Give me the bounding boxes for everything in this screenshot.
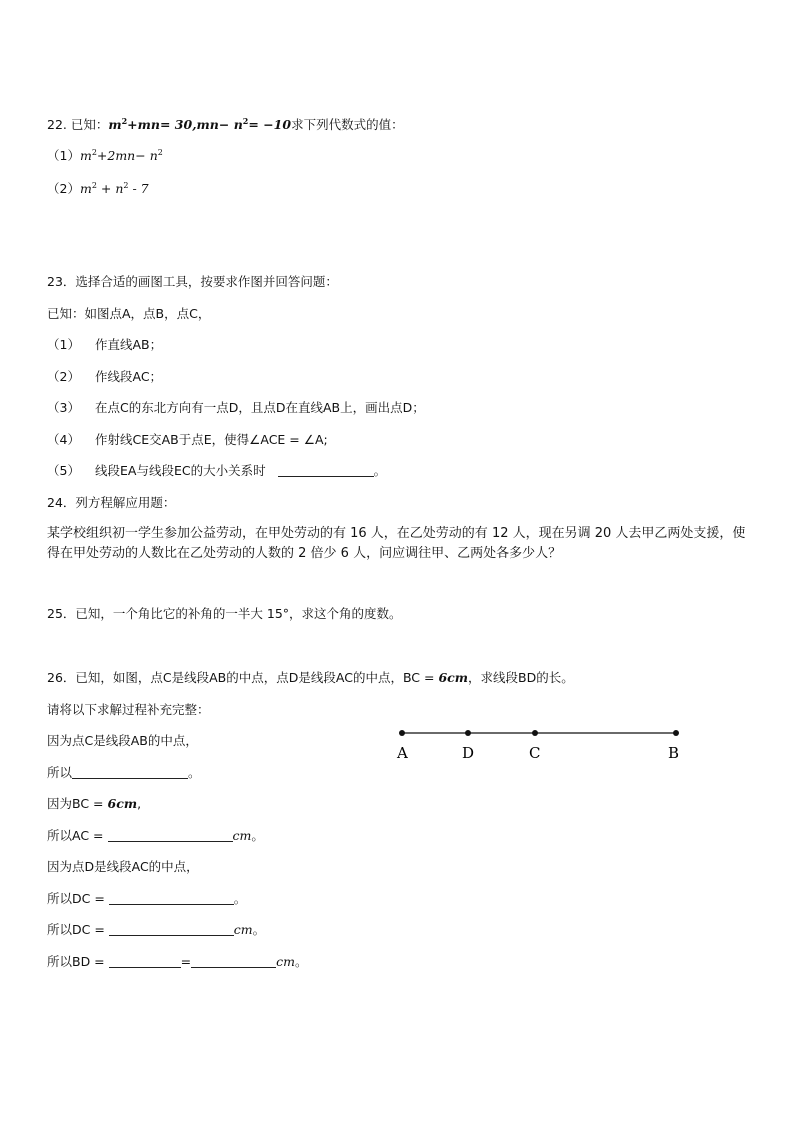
point-c-dot [532,730,538,736]
point-b-label: B [668,744,680,762]
point-d-dot [465,730,471,736]
q23-item-3: （3） 在点C的东北方向有一点D，且点D在直线AB上，画出点D； [47,400,425,415]
q26-step-5: 因为点D是线段AC的中点， [47,859,199,874]
q22-item-2: $(2)m^2 + n^2 - 7$ [47,181,149,196]
q25-text: 25．已知，一个角比它的补角的一半大 15°，求这个角的度数。 [47,606,402,621]
q26-step-1: 因为点C是线段AB的中点， [47,733,198,748]
q26-title: 26．已知，如图，点C是线段AB的中点，点D是线段AC的中点，BC = 6cm，求线段BD的长。 [47,670,574,685]
q26-step-6: 所以DC = 。 [47,891,247,906]
q23-item-2: （2） 作线段AC； [47,369,163,384]
q26-step-4: 所以AC = cm。 [47,828,264,843]
q26-step-7: 所以DC = cm。 [47,922,266,937]
q22-eq1: $m^2+mn= 30,mn- n^2= -10$ [108,116,292,132]
q23-item-4: （4） 作射线CE交AB于点E，使得∠ACE = ∠A; [47,432,328,447]
q26-step-8: 所以BD = = cm。 [47,954,308,969]
q23-answer-blank[interactable] [278,464,374,477]
q23-item-1: （1） 作直线AB； [47,337,163,352]
q22-stem [47,113,404,133]
q24-title: 24．列方程解应用题： [47,495,176,510]
q22-ask: 求下列代数式的值： [291,117,404,132]
point-d-label: D [462,744,475,762]
q26-instruction: 请将以下求解过程补充完整： [47,702,210,717]
q22-label: 22. 已知： [47,117,109,132]
q26-step-3: 因为BC = 6cm, [47,796,142,811]
q26-blank-5[interactable] [109,955,181,968]
q22-item-1: $(1)m^2+2mn- n^2$ [47,148,163,163]
q23-given: 已知：如图点A，点B，点C， [47,306,211,321]
q23-item-5: （5） 线段EA与线段EC的大小关系时 。 [47,463,387,478]
point-b-dot [673,730,679,736]
q26-blank-3[interactable] [109,892,234,905]
point-c-label: C [529,744,541,762]
q26-step-2: 所以 。 [47,765,201,780]
q26-blank-4[interactable] [109,923,234,936]
q26-blank-6[interactable] [191,955,276,968]
point-a-dot [399,730,405,736]
q26-blank-1[interactable] [72,766,188,779]
segment-figure [395,722,695,772]
q24-body: 某学校组织初一学生参加公益劳动，在甲处劳动的有 16 人，在乙处劳动的有 12 人，现在另调 20 人去甲乙两处支援，使得在甲处劳动的人数比在乙处劳动的人数的 2 倍少 6 人，问应调往甲、乙两处各多少人？ [47,526,746,561]
point-a-label: A [397,744,408,762]
q23-title: 23．选择合适的画图工具，按要求作图并回答问题： [47,274,338,289]
q26-blank-2[interactable] [108,829,233,842]
